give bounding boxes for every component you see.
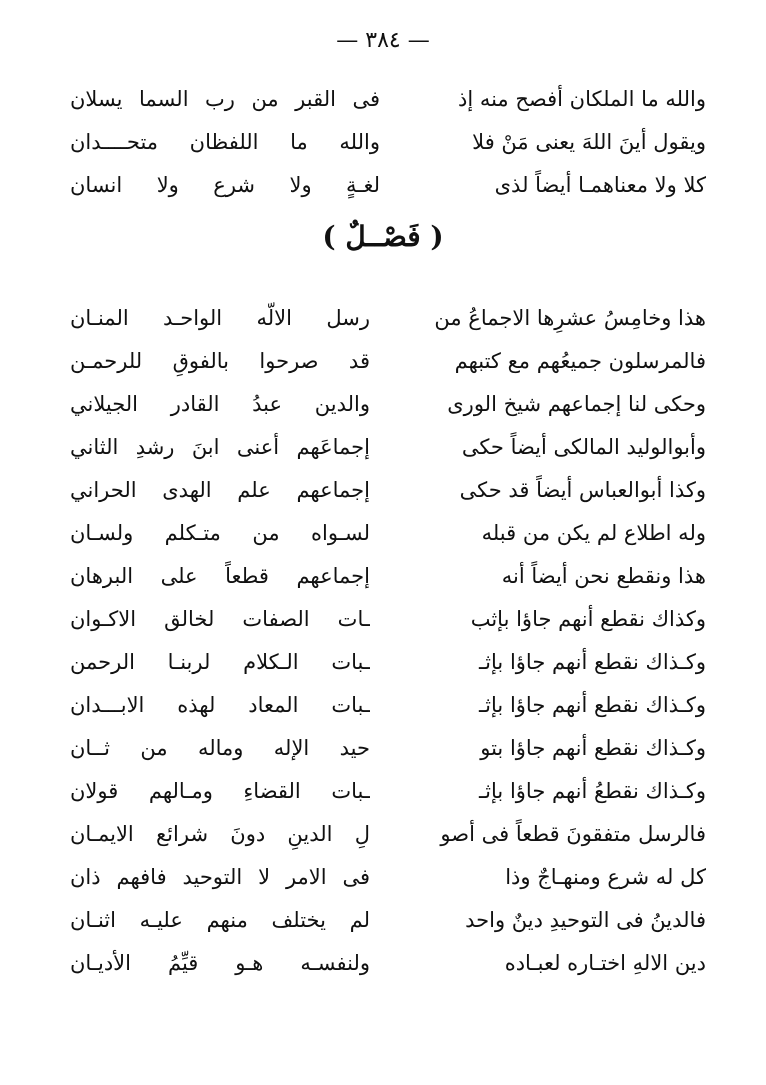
verse-line bbox=[70, 597, 706, 641]
verse-second-hemistich: ولنفسـه هـو قيِّمُ الأديـان bbox=[70, 951, 370, 975]
verse-line bbox=[70, 425, 706, 469]
verse-first-hemistich: وكـذاك نقطعُ أنهم جاؤا بإثـ bbox=[479, 779, 706, 803]
verse-second-hemistich: لم يختلف منهم عليـه اثنـان bbox=[70, 908, 370, 932]
verse-first-hemistich: كل له شرع ومنهـاجٌ وذا bbox=[505, 865, 706, 889]
verse-line bbox=[70, 382, 706, 426]
verse-line bbox=[70, 941, 706, 985]
verse-first-hemistich: وكذا أبوالعباس أيضاً قد حكى bbox=[459, 478, 706, 502]
verse-second-hemistich: إجماعَهم أعنى ابنَ رشدِ الثاني bbox=[70, 435, 370, 459]
verse-second-hemistich: ـبات المعاد لهذه الابـــدان bbox=[70, 693, 370, 717]
verse-second-hemistich: إجماعهم قطعاً على البرهان bbox=[70, 564, 370, 588]
verse-second-hemistich: ـات الصفات لخالق الاكـوان bbox=[70, 607, 370, 631]
verse-line bbox=[70, 468, 706, 512]
verse-line bbox=[70, 339, 706, 383]
verse-first-hemistich: فالدينُ فى التوحيدِ دينٌ واحد bbox=[465, 908, 706, 932]
verse-first-hemistich: وله اطلاع لم يكن من قبله bbox=[481, 521, 706, 545]
verse-second-hemistich: ـبات الـكلام لربنـا الرحمن bbox=[70, 650, 370, 674]
verse-second-hemistich: لِ الدينِ دونَ شرائع الايمـان bbox=[70, 822, 370, 846]
page-number: — ٣٨٤ — bbox=[336, 28, 430, 53]
verse-line bbox=[70, 769, 706, 813]
section-heading: ( فَصْــلٌ ) bbox=[322, 220, 444, 253]
verse-first-hemistich: وكـذاك نقطع أنهم جاؤا بإثـ bbox=[479, 650, 706, 674]
verse-first-hemistich: فالمرسلون جميعُهم مع كتبهم bbox=[454, 349, 706, 373]
verse-line bbox=[70, 726, 706, 770]
verse-first-hemistich: وكـذاك نقطع أنهم جاؤا بإثـ bbox=[479, 693, 706, 717]
verse-second-hemistich: رسل الالّه الواحـد المنـان bbox=[70, 306, 370, 330]
verse-line bbox=[70, 296, 706, 340]
verse-line bbox=[70, 812, 706, 856]
verse-first-hemistich: كلا ولا معناهمـا أيضاً لذى bbox=[494, 173, 706, 197]
verse-second-hemistich: فى القبر من رب السما يسلان bbox=[70, 87, 380, 111]
verse-line bbox=[70, 640, 706, 684]
verse-second-hemistich: ـبات القضاءِ ومـالهم قولان bbox=[70, 779, 370, 803]
verse-first-hemistich: هذا وخامِسُ عشرِها الاجماعُ من bbox=[434, 306, 706, 330]
verse-first-hemistich: هذا ونقطع نحن أيضاً أنه bbox=[501, 564, 706, 588]
verse-first-hemistich: وكـذاك نقطع أنهم جاؤا بتو bbox=[480, 736, 706, 760]
verse-second-hemistich: والله ما اللفظان متحــــدان bbox=[70, 130, 380, 154]
verse-line bbox=[70, 511, 706, 555]
verse-second-hemistich: قد صرحوا بالفوقِ للرحمـن bbox=[70, 349, 370, 373]
verse-second-hemistich: إجماعهم علم الهدى الحراني bbox=[70, 478, 370, 502]
verse-line bbox=[70, 77, 706, 121]
verse-line bbox=[70, 554, 706, 598]
verse-line bbox=[70, 683, 706, 727]
verse-first-hemistich: فالرسل متفقونَ قطعاً فى أصو bbox=[440, 822, 706, 846]
verse-line bbox=[70, 163, 706, 207]
verse-second-hemistich: لسـواه من متـكلم ولسـان bbox=[70, 521, 370, 545]
verse-first-hemistich: وكذاك نقطع أنهم جاؤا بإثب bbox=[470, 607, 706, 631]
verse-first-hemistich: دين الالهِ اختـاره لعبـاده bbox=[504, 951, 706, 975]
verse-first-hemistich: والله ما الملكان أفصح منه إذ bbox=[457, 87, 706, 111]
verse-first-hemistich: وأبوالوليد المالكى أيضاً حكى bbox=[461, 435, 706, 459]
verse-line bbox=[70, 898, 706, 942]
verse-first-hemistich: وحكى لنا إجماعهم شيخ الورى bbox=[447, 392, 706, 416]
verse-second-hemistich: فى الامر لا التوحيد فافهم ذان bbox=[70, 865, 370, 889]
verse-second-hemistich: لغـةٍ ولا شرع ولا انسان bbox=[70, 173, 380, 197]
verse-second-hemistich: حيد الإله وماله من ثــان bbox=[70, 736, 370, 760]
verse-second-hemistich: والدين عبدُ القادر الجيلاني bbox=[70, 392, 370, 416]
verse-line bbox=[70, 120, 706, 164]
verse-line bbox=[70, 855, 706, 899]
verse-first-hemistich: ويقول أينَ اللهَ يعنى مَنْ فلا bbox=[472, 130, 706, 154]
